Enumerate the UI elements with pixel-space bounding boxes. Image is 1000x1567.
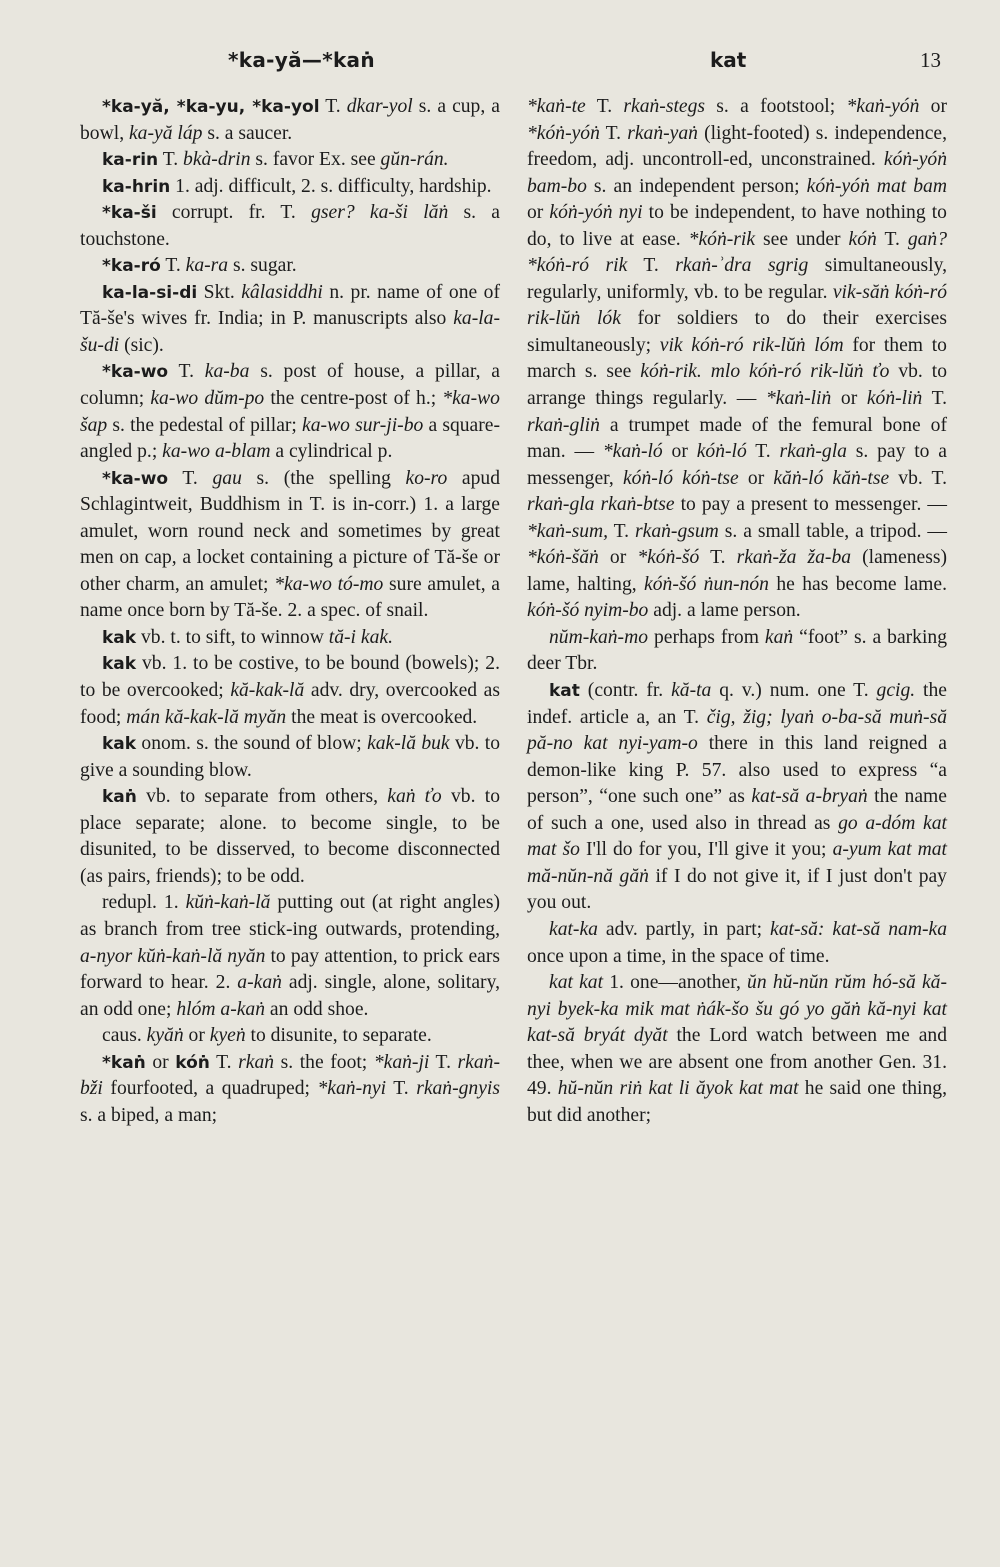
italic-form: ko-ro [405, 467, 448, 489]
italic-form: kat-să: [770, 918, 825, 940]
entry-text: T. [599, 122, 628, 144]
italic-form: ka-wo a-blam [162, 441, 271, 463]
italic-form: ka-yă láp [128, 122, 203, 144]
italic-form: kóṅ-liṅ [866, 388, 923, 410]
entry-text: redupl. 1. [102, 892, 186, 914]
italic-form: *kaṅ-liṅ [766, 388, 832, 410]
left-running-head: *ka-yă—*kaṅ [228, 48, 375, 72]
italic-form: *kóṅ-šăṅ [527, 547, 599, 569]
italic-form: rkaṅ-gla rkaṅ-btse [527, 494, 675, 516]
entry-text: T. [922, 388, 947, 410]
italic-form: kŭṅ-kaṅ-lă [185, 892, 271, 914]
headword: *kaṅ [102, 1052, 146, 1073]
italic-form: *ka-wo tó-mo [274, 573, 384, 595]
entry-text: the meat is overcooked. [286, 706, 478, 728]
italic-form: mán kă-kak-lă myăn [126, 706, 287, 728]
entry-text: s. a saucer. [202, 122, 293, 144]
entry-text: T. [627, 255, 676, 277]
entry-text: “foot” s. a barking deer Tbr. [527, 626, 947, 675]
right-column [527, 94, 947, 1129]
entry-text: s. the foot; [274, 1051, 374, 1073]
italic-form: ka-ra [185, 255, 229, 277]
entry-text: vb. 1. to be costive, to be bound (bowels); 2. to be overcooked; [80, 653, 500, 702]
dictionary-entry [80, 147, 500, 174]
dictionary-entry [80, 280, 500, 360]
entry-text: Skt. [197, 281, 242, 303]
entry-text: apud Schlagintweit, Buddhism in T. is in-corr.) 1. a large amulet, worn round neck and sometimes by great men on cap, a locket containing a picture of Tă-še or other charm, an amulet; [80, 467, 500, 595]
entry-text: a cylindrical p. [270, 441, 393, 463]
italic-form: kat-să a-bryaṅ [751, 786, 868, 808]
italic-form: kak-lă buk [367, 733, 450, 755]
entry-text: T. [319, 96, 347, 117]
entry-text: T. [168, 467, 213, 489]
entry-text: to be independent, to have nothing to do, to live at ease. [527, 202, 947, 250]
entry-text: T. [585, 96, 624, 117]
italic-form: *kóṅ-yóṅ [527, 122, 600, 144]
entry-text: or [145, 1051, 176, 1073]
dictionary-entry [80, 625, 500, 652]
entry-text [355, 202, 370, 223]
italic-form: ka-wo sur-ji-bo [302, 414, 424, 436]
entry-text: adj. a lame person. [648, 600, 801, 622]
dictionary-entry [80, 359, 500, 465]
italic-form: rkaṅ-gsum [635, 520, 719, 542]
dictionary-entry [80, 1023, 500, 1050]
entry-text: T. [746, 441, 780, 463]
entry-text: (contr. fr. [579, 680, 672, 702]
italic-form: hlóm a-kaṅ [176, 998, 266, 1020]
entry-text: 1. one—another, [603, 972, 748, 994]
entry-text: corrupt. fr. T. [156, 202, 312, 224]
entry-text: an odd shoe. [265, 998, 369, 1020]
entry-text: vb. to arrange things regularly. — [527, 361, 948, 410]
entry-text: T. [209, 1051, 239, 1073]
entry-text: (light-footed) s. independence, freedom, adj. uncontroll-ed, unconstrained. [527, 122, 947, 171]
entry-text: caus. [102, 1025, 147, 1047]
italic-form: rkaṅ-gnyis [416, 1078, 500, 1100]
entry-text: he said one thing, but did another; [527, 1078, 947, 1126]
italic-form: kóṅ [848, 228, 877, 250]
italic-form: kă-kak-lă [230, 680, 305, 702]
italic-form: *kóṅ-rik [688, 228, 756, 250]
italic-form: kóṅ-ló kóṅ-tse [622, 467, 739, 489]
italic-form: rkaṅ-stegs [623, 96, 706, 117]
entry-text: 1. adj. difficult, 2. s. difficulty, hardship. [170, 175, 492, 197]
entry-text: vb. to place separate; alone. to become single, to be disunited, to be disserved, to become disconnected (as pairs, friends); to be odd. [80, 786, 500, 887]
dictionary-entry [80, 1050, 500, 1130]
right-running-head: kat [710, 48, 747, 72]
entry-text: s. a small table, a tripod. — [718, 520, 947, 542]
entry-text: T. [158, 149, 184, 171]
entry-text: s. post of house, a pillar, a column; [80, 361, 501, 410]
italic-form: vik-săṅ kóṅ-ró rik-lŭṅ lók [527, 281, 947, 330]
entry-text: a trumpet made of the femural bone of man. — [527, 414, 947, 463]
italic-form: *kóṅ-ró rik [527, 255, 628, 277]
dictionary-entry [80, 731, 500, 784]
italic-form: gcig. [876, 680, 916, 702]
italic-form: kat-ka [549, 918, 598, 940]
italic-form: gser? [311, 202, 355, 224]
headword: ka-la-si-di [102, 282, 198, 303]
entry-text: the centre-post of h.; [264, 388, 443, 410]
entry-text: n. pr. name of one of Tă-še's wives fr. India; in P. manuscripts also [80, 281, 500, 330]
italic-form: kóṅ-ló [696, 441, 747, 463]
entry-text: T. [160, 255, 186, 277]
entry-text: or [598, 547, 638, 569]
headword: kaṅ [102, 787, 137, 808]
entry-text: simultaneously, regularly, uniformly, vb. to be regular. [527, 255, 947, 303]
entry-text: for soldiers to do their exercises simultaneously; [527, 308, 948, 356]
italic-form: kóṅ-rik. [640, 361, 702, 383]
entry-text: (sic). [119, 334, 164, 356]
entry-text: or [919, 96, 947, 117]
italic-form: ka-wo dŭm-po [150, 388, 265, 410]
italic-form: kóṅ-yóṅ mat bam [806, 175, 947, 197]
italic-form: *kóṅ-šó [637, 547, 700, 569]
entry-text: there in this land reigned a demon-like king P. 57. also used to express “a person”, “one such one” as [527, 733, 947, 808]
italic-form: kaṅ ťo [387, 786, 442, 808]
entry-text: T. [429, 1051, 458, 1073]
dictionary-entry [80, 651, 500, 731]
entry-text: s. the pedestal of pillar; [107, 414, 303, 436]
italic-form: dkar-yol [346, 96, 413, 117]
dictionary-entry [527, 917, 947, 970]
italic-form: *kaṅ-sum, [527, 520, 609, 542]
entry-text: s. a footstool; [705, 96, 847, 117]
entry-text: vb. to separate from others, [136, 786, 388, 808]
italic-form: kăṅ-ló kăṅ-tse [773, 467, 890, 489]
italic-form: rkaṅ-ža ža-ba [736, 547, 852, 569]
italic-form: ŭn hŭ-nŭn rŭm hó-să kă-nyi byek-ka mik mat ṅák-šo šu gó yo găṅ kă-nyi kat kat-să bryát dyăt [527, 972, 947, 1047]
dictionary-entry [80, 174, 500, 201]
italic-form: rkaṅ-yaṅ [627, 122, 698, 144]
italic-form: *kaṅ-te [527, 96, 586, 117]
headword: kak [102, 627, 137, 648]
italic-form: tă-i kak. [328, 626, 393, 648]
entry-text: T. [386, 1078, 417, 1100]
italic-form: gŭn-rán. [380, 149, 449, 171]
dictionary-entry [80, 94, 500, 147]
italic-form: go a-dóm kat mat šo [527, 812, 947, 861]
dictionary-entry [80, 253, 500, 280]
headword: *ka-yă, *ka-yu, *ka-yol [102, 97, 320, 117]
entry-text: or [662, 441, 697, 463]
entry-text: s. a biped, a man; [80, 1104, 218, 1126]
italic-form: gau [212, 467, 242, 489]
page-number: 13 [920, 48, 941, 72]
entry-text: adv. dry, overcooked as food; [80, 680, 500, 728]
italic-form: a-yum kat mat mă-nŭn-nă găṅ [527, 839, 947, 887]
running-header [0, 44, 1000, 84]
dictionary-entry [527, 625, 947, 678]
italic-form: gaṅ? [907, 228, 947, 250]
dictionary-entry [527, 678, 947, 917]
italic-form: kóṅ-yóṅ bam-bo [527, 149, 947, 197]
entry-text: s. pay to a messenger, [527, 441, 947, 489]
headword: kak [102, 734, 137, 755]
italic-form: lyaṅ o-ba-să muṅ-să pă-no kat nyi-yam-o [527, 706, 947, 755]
entry-text: (lameness) lame, halting, [527, 547, 947, 595]
dictionary-entry [527, 970, 947, 1129]
italic-form: bkà-drin [183, 149, 251, 171]
entry-text: s. an independent person; [586, 175, 807, 197]
italic-form: kaṅ [764, 626, 794, 648]
italic-form: kyeṅ [209, 1025, 246, 1047]
italic-form: rkaṅ [238, 1051, 275, 1073]
italic-form: a-nyor kŭṅ-kaṅ-lă nyăn [80, 945, 266, 967]
italic-form: *kaṅ-nyi [317, 1078, 387, 1100]
headword: *ka-wo [102, 468, 169, 489]
italic-form: vik kóṅ-ró rik-lŭṅ lóm [659, 334, 844, 356]
headword: *ka-wo [102, 362, 169, 383]
entry-text: onom. s. the sound of blow; [136, 733, 368, 755]
italic-form: ka-ši lăṅ [369, 202, 449, 224]
entry-text: adj. single, alone, solitary, an odd one; [80, 972, 500, 1020]
italic-form: kă-ta [671, 680, 712, 702]
entry-text: the name of such a one, used also in thread as [527, 786, 947, 834]
entry-text: to pay a present to messenger. — [674, 494, 947, 516]
italic-form: kat-să nam-ka [832, 918, 947, 940]
italic-form: čig, žig; [706, 706, 773, 728]
italic-form: mlo kóṅ-ró rik-lŭṅ ťo [710, 361, 890, 383]
entry-text: or [527, 202, 550, 224]
entry-text: s. favor Ex. see [250, 149, 381, 171]
entry-text: adv. partly, in part; [597, 918, 771, 940]
italic-form: *ka-wo šap [80, 388, 500, 436]
italic-form: *kaṅ-ji [373, 1051, 430, 1073]
entry-text: see under [755, 228, 849, 250]
italic-form: a-kaṅ [237, 972, 282, 994]
italic-form: rkaṅ-gliṅ [527, 414, 600, 436]
entry-text: s. a touchstone. [80, 202, 500, 250]
italic-form: kyăṅ [146, 1025, 184, 1047]
entry-text: T. [876, 228, 908, 250]
entry-text: to pay attention, to prick ears forward to hear. 2. [80, 945, 500, 994]
entry-text: if I do not give it, if I just don't pay you out. [527, 865, 947, 914]
italic-form: kóṅ-šó nyim-bo [527, 600, 649, 622]
dictionary-entry [80, 466, 500, 625]
entry-text: T. [608, 520, 636, 542]
headword: ka-rin [102, 150, 159, 171]
entry-text: sure amulet, a name once born by Tă-še. 2. a spec. of snail. [80, 573, 500, 622]
dictionary-entry [80, 784, 500, 890]
headword: kat [549, 681, 580, 702]
entry-text: for them to march s. see [527, 334, 947, 383]
entry-text: he has become lame. [768, 573, 947, 595]
headword: *ka-ró [102, 256, 161, 277]
entry-text: I'll do for you, I'll give it you; [579, 839, 833, 861]
headword: kak [102, 654, 137, 675]
headword: kóṅ [175, 1052, 210, 1073]
headword: *ka-ši [102, 203, 157, 224]
entry-text: or [738, 467, 774, 489]
entry-text: to disunite, to separate. [245, 1025, 432, 1047]
entry-text: once upon a time, in the space of time. [527, 945, 830, 967]
entry-text: fourfooted, a quadruped; [102, 1078, 318, 1100]
entry-text: T. [699, 547, 737, 569]
dictionary-entry [80, 200, 500, 253]
italic-form: *kaṅ-ló [602, 441, 663, 463]
entry-text: or [831, 388, 867, 410]
entry-text: the indef. article a, an T. [527, 680, 947, 728]
left-column [80, 94, 500, 1129]
headword: ka-hrin [102, 176, 171, 197]
italic-form: hŭ-nŭn riṅ kat li ăyok kat mat [557, 1078, 799, 1100]
entry-text: a square-angled p.; [80, 414, 501, 463]
dictionary-entry [80, 890, 500, 1023]
entry-text: s. (the spelling [241, 467, 406, 489]
italic-form: *kaṅ-yóṅ [846, 96, 920, 117]
entry-text: perhaps from [648, 626, 765, 648]
entry-text: T. [168, 361, 205, 383]
italic-form: rkaṅ-bži [80, 1051, 500, 1100]
entry-text: s. sugar. [228, 255, 297, 277]
entry-text: the Lord watch between me and thee, when we are absent one from another Gen. 31. 49. [527, 1025, 947, 1100]
italic-form: rkaṅ-ʾdra sgrig [675, 255, 809, 277]
entry-text: s. a cup, a bowl, [80, 96, 500, 144]
italic-form: kâlasiddhi [241, 281, 323, 303]
dictionary-entry [527, 94, 947, 625]
entry-text: vb. to give a sounding blow. [80, 733, 500, 781]
italic-form: rkaṅ-gla [779, 441, 847, 463]
entry-text: or [183, 1025, 210, 1047]
italic-form: ka-la-šu-di [80, 308, 500, 356]
italic-form: ka-ba [204, 361, 250, 383]
entry-text: vb. T. [889, 467, 947, 489]
italic-form: kat kat [549, 972, 604, 994]
italic-form: kóṅ-yóṅ nyi [549, 202, 643, 224]
entry-text: putting out (at right angles) as branch from tree stick-ing outwards, protending, [80, 892, 500, 940]
italic-form: kóṅ-šó ṅun-nón [644, 573, 769, 595]
italic-form: nŭm-kaṅ-mo [549, 626, 649, 648]
entry-text: vb. t. to sift, to winnow [136, 626, 329, 648]
entry-text [702, 361, 711, 382]
entry-text: q. v.) num. one T. [711, 680, 877, 702]
